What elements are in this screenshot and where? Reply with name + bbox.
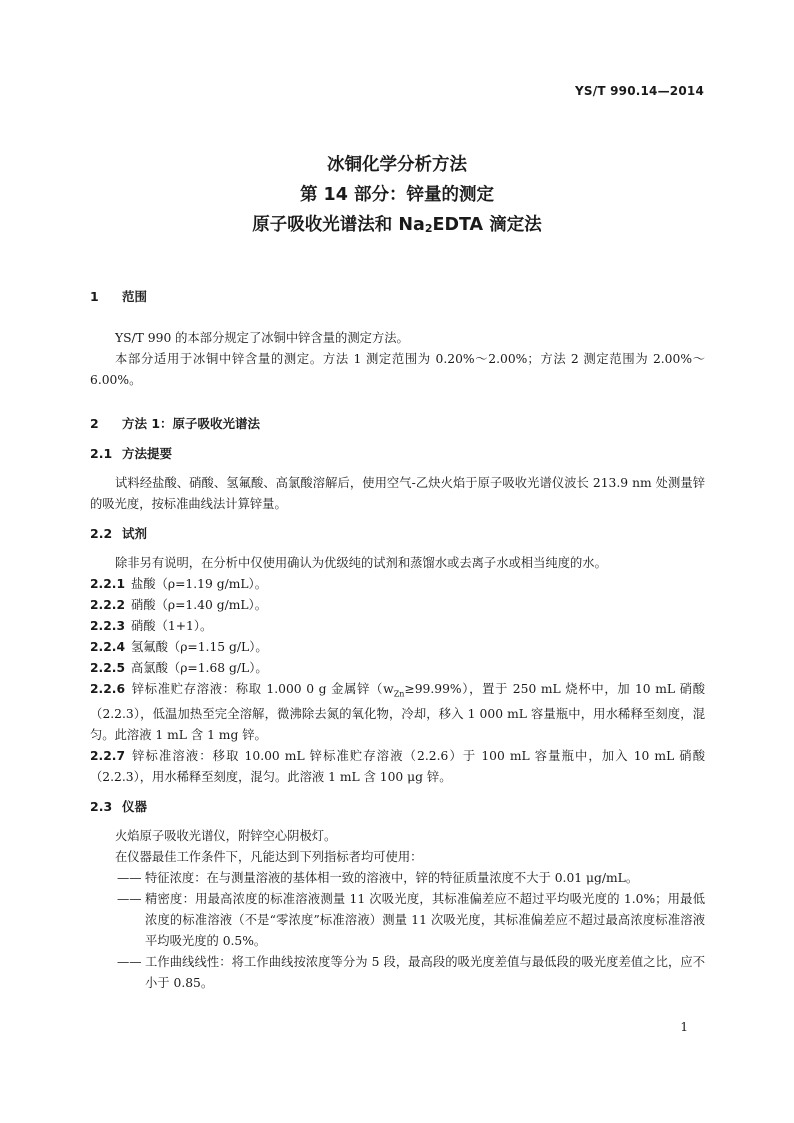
reagent-item: 2.2.3 硝酸（1+1）。 — [90, 619, 213, 633]
section-2-1-heading: 2.1 方法提要 — [90, 446, 173, 461]
section-1-para-2: 本部分适用于冰铜中锌含量的测定。方法 1 测定范围为 0.20%～2.00%；方法 2 测定范围为 2.00%～6.00%。 — [90, 352, 705, 387]
title-line-3: 原子吸收光谱法和 $Na_2EDTA$ 滴定法 — [252, 215, 542, 235]
section-2-2-heading: 2.2 试剂 — [90, 526, 148, 541]
reagent-item: 2.2.1 盐酸（ρ=1.19 g/mL）。 — [90, 577, 267, 591]
title-block — [0, 150, 794, 240]
section-2-1-para: 试料经盐酸、硝酸、氢氟酸、高氯酸溶解后，使用空气-乙炔火焰于原子吸收光谱仪波长 213.9 nm 处测量锌的吸光度，按标准曲线法计算锌量。 — [90, 476, 705, 511]
standard-number: YS/T 990.14—2014 — [575, 84, 704, 98]
instrument-criterion-2: —— 精密度：用最高浓度的标准溶液测量 11 次吸光度，其标准偏差应不超过平均吸光度的 1.0%；用最低浓度的标准溶液（不是“零浓度”标准溶液）测量 11 次吸光度，其标准偏差应不超过最高浓度标准溶液平均吸光度的 0.5%。 — [117, 892, 705, 949]
reagent-item: 2.2.5 高氯酸（ρ=1.68 g/L）。 — [90, 661, 268, 675]
section-2-3-para-1: 火焰原子吸收光谱仪，附锌空心阴极灯。 — [115, 829, 337, 844]
instrument-criterion-3: —— 工作曲线线性：将工作曲线按浓度等分为 5 段，最高段的吸光度差值与最低段的吸光度差值之比，应不小于 0.85。 — [117, 955, 705, 991]
reagent-item: 2.2.2 硝酸（ρ=1.40 g/mL）。 — [90, 598, 267, 612]
reagent-item-zinc-standard: 2.2.7 锌标准溶液：移取 10.00 mL 锌标准贮存溶液（2.2.6）于 100 mL 容量瓶中，加入 10 mL 硝酸（2.2.3），用水稀释至刻度，混匀。此溶液 1 mL 含 100 μg 锌。 — [90, 749, 705, 785]
section-2-heading: 2 方法 1：原子吸收光谱法 — [90, 416, 261, 431]
reagent-item-zinc-stock: 2.2.6 锌标准贮存溶液：称取 1.000 0 g 金属锌$(w_{Zn}\ge 99.99\%)$，置于 250 mL 烧杯中，加 10 mL 硝酸（2.2.3），低温加热至完全溶解，微沸除去氮的氧化物，冷却，移入 1 000 mL 容量瓶中，用水稀释至刻度，混匀。此溶液 1 mL 含 1 mg 锌。 — [90, 682, 705, 743]
title-line-1: 冰铜化学分析方法 — [327, 155, 467, 175]
section-2-2-para: 除非另有说明，在分析中仅使用确认为优级纯的试剂和蒸馏水或去离子水或相当纯度的水。 — [115, 556, 607, 570]
section-2-3-para-2: 在仪器最佳工作条件下，凡能达到下列指标者均可使用： — [115, 850, 423, 865]
instrument-criterion-1: —— 特征浓度：在与测量溶液的基体相一致的溶液中，锌的特征质量浓度不大于 0.01 μg/mL。 — [117, 871, 639, 886]
reagent-item: 2.2.4 氢氟酸（ρ=1.15 g/L）。 — [90, 640, 268, 654]
title-line-2: 第 14 部分：锌量的测定 — [299, 185, 495, 205]
page-number: 1 — [680, 1020, 688, 1034]
section-2-3-heading: 2.3 仪器 — [90, 799, 148, 815]
document-body — [90, 286, 705, 994]
section-1-heading: 1 范围 — [90, 289, 148, 304]
section-1-para-1: YS/T 990 的本部分规定了冰铜中锌含量的测定方法。 — [115, 331, 409, 345]
